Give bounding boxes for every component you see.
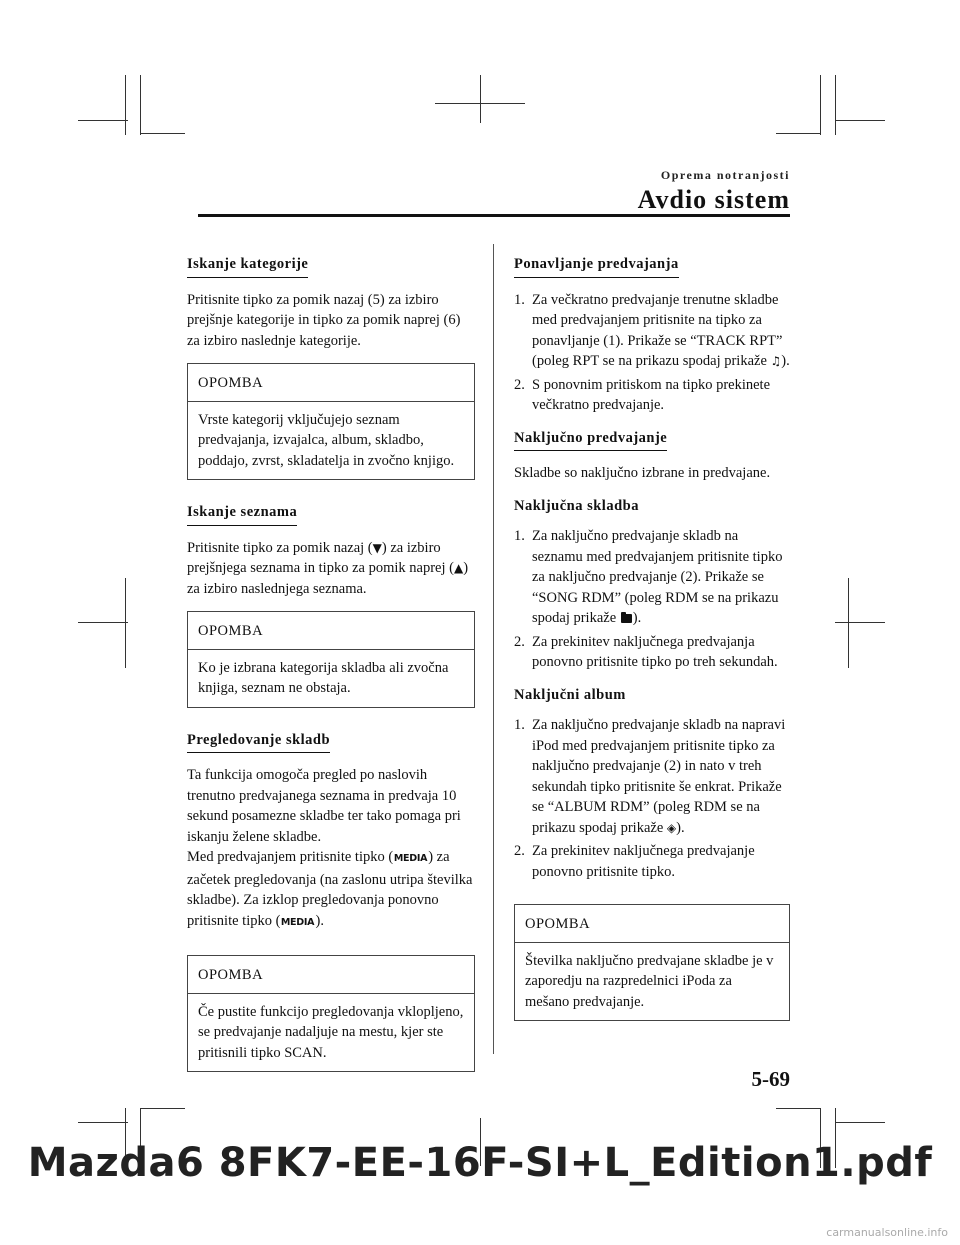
text-run: S ponovnim pritiskom na tipko prekinete večkratno predvajanje. (532, 376, 771, 413)
note-body: Če pustite funkcijo pregledovanja vklopljeno, se predvajanje nadaljuje na mestu, kjer ste pritisnili tipko SCAN. (198, 1003, 464, 1061)
crop-mark (776, 133, 821, 134)
heading-random-play: Naključno predvajanje (514, 428, 667, 452)
heading-category-search: Iskanje kategorije (187, 254, 308, 278)
paragraph: Ta funkcija omogoča pregled po naslovih trenutno predvajanega seznama in predvaja 10 sekund posamezne skladbe ter tako pomaga pri iskanju želene skladbe. (187, 767, 461, 845)
crop-mark (480, 75, 481, 123)
text-run: Za prekinitev naključnega predvajanje ponovno pritisnite tipko. (532, 843, 755, 880)
note-body: Številka naključno predvajane skladbe je v zaporedju na razpredelnici iPoda za mešano predvajanje. (525, 952, 774, 1010)
list-item (514, 632, 790, 673)
page-number: 5-69 (751, 1067, 790, 1091)
crop-mark (140, 1108, 185, 1109)
list-item (514, 375, 790, 416)
text-run: ). (676, 819, 685, 836)
crop-mark (125, 75, 126, 135)
random-album-steps (514, 715, 790, 882)
media-button-icon: MEDIA (394, 853, 428, 864)
page-title: Avdio sistem (637, 185, 790, 214)
text-run: Med predvajanjem pritisnite tipko ( (187, 849, 394, 865)
text-run: Za prekinitev naključnega predvajanja ponovno pritisnite tipko po treh sekundah. (532, 633, 778, 670)
crop-mark (435, 103, 525, 104)
crop-mark (78, 622, 128, 623)
paragraph (187, 847, 475, 933)
note-body: Ko je izbrana kategorija skladba ali zvočna knjiga, seznam ne obstaja. (198, 659, 449, 696)
crop-mark (776, 1108, 821, 1109)
crop-mark (835, 120, 885, 121)
text-run: ) za začetek pregledovanja (na zaslonu utripa številka skladbe). Za izklop pregledovanja ponovno pritisnite tipko ( (187, 849, 473, 929)
note-box (187, 611, 475, 708)
right-column (514, 254, 790, 1043)
crop-mark (835, 75, 836, 135)
section-label: Oprema notranjosti (660, 168, 790, 182)
heading-repeat-play: Ponavljanje predvajanja (514, 254, 679, 278)
column-divider (493, 244, 494, 1054)
note-title: OPOMBA (515, 905, 789, 943)
list-item (514, 526, 790, 629)
random-song-steps (514, 526, 790, 673)
list-item (514, 715, 790, 838)
crop-mark (835, 1122, 885, 1123)
note-box (514, 904, 790, 1021)
note-body: Vrste kategorij vključujejo seznam predvajanja, izvajalca, album, skladbo, poddajo, zvrst, skladatelja in zvočno knjigo. (198, 411, 455, 469)
step-number: 1. (514, 291, 525, 308)
album-disc-icon: ◈ (666, 820, 677, 835)
down-arrow-icon: ▼ (372, 540, 382, 555)
step-number: 2. (514, 633, 525, 650)
text-run: ). (315, 912, 324, 929)
crop-mark (820, 75, 821, 135)
watermark: carmanualsonline.info (826, 1226, 948, 1239)
list-item (514, 290, 790, 372)
crop-mark (848, 578, 849, 668)
text-run: ). (781, 353, 790, 369)
note-box (187, 955, 475, 1072)
crop-mark (78, 1122, 128, 1123)
crop-mark (835, 622, 885, 623)
text-run: ) za izbiro naslednjega seznama. (187, 560, 469, 597)
text-run: Za večkratno predvajanje trenutne skladbe med predvajanjem pritisnite na tipko za ponavljanje (1). Prikaže se “TRACK RPT” (poleg RPT se na prikazu spodaj prikaže (532, 291, 783, 369)
crop-mark (78, 120, 128, 121)
media-button-icon: MEDIA (281, 916, 315, 928)
paragraph (187, 538, 475, 600)
heading-list-search: Iskanje seznama (187, 502, 297, 526)
note-title: OPOMBA (188, 612, 474, 650)
crop-mark (125, 578, 126, 668)
repeat-note-icon: ♫ (770, 354, 782, 368)
footer-filename: Mazda6 8FK7-EE-16F-SI+L_Edition1.pdf (27, 1140, 933, 1186)
step-number: 2. (514, 376, 525, 393)
up-arrow-icon: ▲ (453, 561, 464, 575)
text-run: Pritisnite tipko za pomik nazaj ( (187, 539, 373, 556)
repeat-steps (514, 290, 790, 416)
text-run: Za naključno predvajanje skladb na seznamu med predvajanjem pritisnite tipko za naključno predvajanje (2). Prikaže se “SONG RDM” (poleg RDM se na prikazu spodaj prikaže (532, 528, 783, 626)
subheading-random-song: Naključna skladba (514, 497, 639, 514)
text-run: ) za izbiro prejšnjega seznama in tipko za pomik naprej ( (187, 539, 454, 576)
crop-mark (140, 75, 141, 135)
step-number: 2. (514, 843, 525, 859)
step-number: 1. (514, 717, 525, 733)
note-box (187, 363, 475, 480)
step-number: 1. (514, 528, 525, 544)
note-title: OPOMBA (188, 956, 474, 994)
list-item (514, 841, 790, 882)
heading-track-scan: Pregledovanje skladb (187, 730, 330, 754)
subheading-random-album: Naključni album (514, 686, 626, 703)
text-run: ). (632, 610, 642, 626)
paragraph: Pritisnite tipko za pomik nazaj (5) za izbiro prejšnje kategorije in tipko za pomik naprej (6) za izbiro naslednje kategorije. (187, 291, 461, 349)
paragraph: Skladbe so naključno izbrane in predvajane. (514, 465, 771, 481)
folder-icon (621, 614, 632, 623)
text-run: Za naključno predvajanje skladb na napravi iPod med predvajanjem pritisnite tipko za naključno predvajanje (2) in nato v treh sekundah tipko pritisnite še enkrat. Prikaže se “ALBUM RDM” (poleg RDM se na prikazu spodaj prikaže (532, 717, 786, 836)
header-rule (198, 214, 790, 217)
note-title: OPOMBA (188, 364, 474, 402)
left-column (187, 254, 475, 1094)
crop-mark (140, 133, 185, 134)
